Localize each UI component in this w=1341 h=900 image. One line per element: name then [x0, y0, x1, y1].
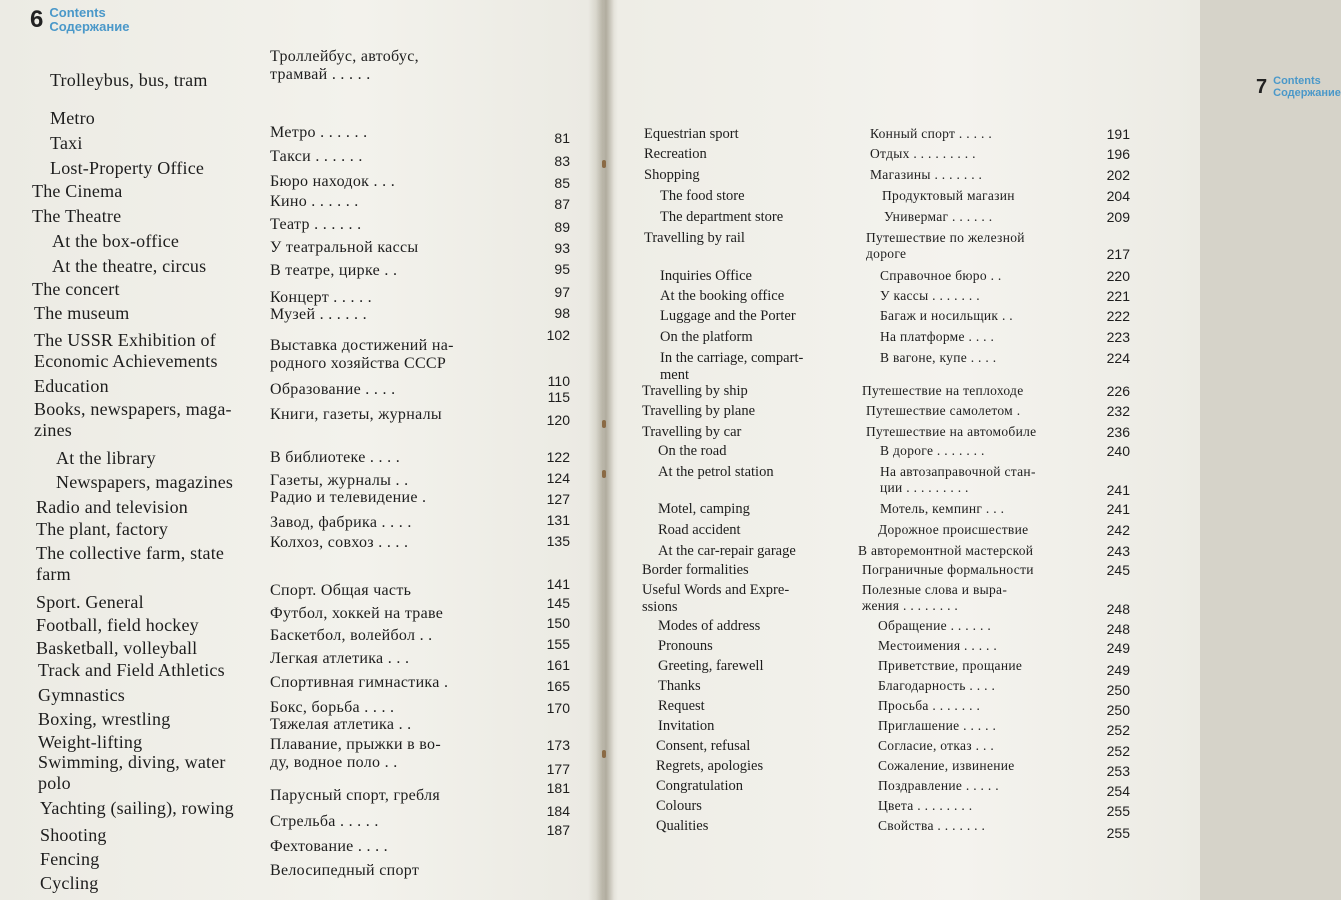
toc-page-number: 232 [1106, 403, 1130, 419]
toc-entry-russian: Путешествие на автомобиле [866, 424, 1037, 439]
toc-entry-russian: Театр . . . . . . [270, 216, 362, 233]
toc-entry-english: Road accident [658, 522, 741, 538]
toc-page-number: 196 [1106, 146, 1130, 162]
toc-entry-russian: Путешествие самолетом . [866, 403, 1021, 418]
toc-entry-english: At the theatre, circus [52, 256, 207, 276]
toc-entry-russian: Выставка достижений на- родного хозяйства СССР [270, 337, 454, 372]
toc-entry-russian: Книги, газеты, журналы [270, 406, 442, 423]
binding-stitch [602, 420, 606, 428]
toc-entry-english: Football, field hockey [36, 615, 199, 635]
toc-entry-russian: Цвета . . . . . . . . [878, 798, 973, 813]
toc-entry-english: The USSR Exhibition of Economic Achievements [34, 330, 218, 371]
toc-entry-english: Luggage and the Porter [660, 308, 796, 324]
right-page [610, 0, 1341, 900]
toc-page-number: 226 [1106, 383, 1130, 399]
toc-page-number: 150 [546, 615, 570, 631]
toc-page-number: 252 [1106, 722, 1130, 738]
toc-entry-russian: Пограничные формальности [862, 562, 1034, 577]
toc-page-number: 202 [1106, 167, 1130, 183]
toc-page-number: 173 [546, 737, 570, 753]
toc-entry-english: Consent, refusal [656, 738, 751, 754]
toc-page-number: 124 [546, 470, 570, 486]
toc-entry-russian: Легкая атлетика . . . [270, 650, 410, 667]
toc-entry-english: Newspapers, magazines [56, 472, 234, 492]
toc-entry-russian: Колхоз, совхоз . . . . [270, 534, 409, 551]
toc-page-number: 209 [1106, 209, 1130, 225]
toc-entry-russian: Плавание, прыжки в во- ду, водное поло . . [270, 736, 441, 771]
toc-entry-russian: Путешествие по железной дороге [866, 230, 1025, 261]
toc-entry-english: Qualities [656, 818, 709, 834]
toc-entry-russian: Бюро находок . . . [270, 173, 396, 190]
toc-page-number: 165 [546, 678, 570, 694]
toc-entry-english: Useful Words and Expre- ssions [642, 582, 790, 615]
toc-entry-russian: Спорт. Общая часть [270, 582, 412, 599]
toc-entry-english: On the road [658, 443, 727, 459]
binding-stitch [602, 160, 606, 168]
toc-page-number: 97 [554, 284, 570, 300]
toc-page-number: 245 [1106, 562, 1130, 578]
toc-page-number: 161 [546, 657, 570, 673]
heading-english: Contents [1273, 75, 1321, 87]
toc-entry-english: Colours [656, 798, 702, 814]
toc-entry-english: Travelling by ship [642, 383, 748, 399]
toc-entry-english: The collective farm, state farm [36, 543, 225, 584]
toc-entry-russian: В дороге . . . . . . . [880, 443, 985, 458]
toc-page-number: 177 [546, 761, 570, 777]
toc-page-number: 95 [554, 261, 570, 277]
toc-entry-english: The Cinema [32, 181, 123, 201]
toc-entry-russian: Благодарность . . . . [878, 678, 996, 693]
toc-page-number: 221 [1106, 288, 1130, 304]
toc-entry-russian: Музей . . . . . . [270, 306, 367, 323]
toc-page-number: 110 [547, 373, 570, 389]
heading-russian: Содержание [1273, 86, 1341, 99]
toc-entry-english: Motel, camping [658, 501, 750, 517]
toc-page-number: 187 [546, 822, 570, 838]
toc-entry-english: Yachting (sailing), rowing [40, 798, 234, 818]
toc-entry-russian: В библиотеке . . . . [270, 449, 401, 466]
toc-entry-russian: Отдых . . . . . . . . . [870, 146, 976, 161]
page-number: 6 [30, 6, 44, 33]
toc-entry-english: Lost-Property Office [50, 158, 205, 178]
toc-page-number: 170 [546, 700, 570, 716]
toc-page-number: 254 [1106, 783, 1130, 799]
toc-entry-english: Fencing [40, 849, 100, 869]
toc-entry-english: Track and Field Athletics [38, 660, 225, 680]
toc-entry-russian: Радио и телевидение . [270, 489, 427, 506]
toc-entry-russian: Фехтование . . . . [270, 838, 388, 855]
toc-entry-russian: Справочное бюро . . [880, 268, 1002, 283]
toc-page-number: 249 [1106, 662, 1130, 678]
toc-entry-english: At the car-repair garage [658, 543, 796, 559]
toc-page-number: 236 [1106, 424, 1130, 440]
toc-entry-english: On the platform [660, 329, 753, 345]
toc-entry-russian: Троллейбус, автобус, трамвай . . . . . [270, 48, 419, 83]
toc-entry-english: Cycling [40, 873, 99, 893]
toc-entry-russian: В вагоне, купе . . . . [880, 350, 997, 365]
toc-page-number: 220 [1106, 268, 1130, 284]
toc-entry-russian: Магазины . . . . . . . [870, 167, 983, 182]
toc-page-number: 120 [546, 412, 570, 428]
toc-entry-english: Basketball, volleyball [36, 638, 198, 658]
toc-entry-russian: Кино . . . . . . [270, 193, 359, 210]
toc-entry-russian: Тяжелая атлетика . . [270, 716, 412, 733]
toc-entry-russian: Путешествие на теплоходе [862, 383, 1024, 398]
toc-entry-russian: Завод, фабрика . . . . [270, 514, 412, 531]
toc-entry-english: The food store [660, 188, 745, 204]
toc-page-number: 252 [1106, 743, 1130, 759]
toc-page-number: 255 [1106, 825, 1130, 841]
toc-page-number: 250 [1106, 682, 1130, 698]
binding-stitch [602, 750, 606, 758]
toc-entry-russian: Приветствие, прощание [878, 658, 1023, 673]
toc-page-number: 85 [554, 175, 570, 191]
toc-entry-russian: Багаж и носильщик . . [880, 308, 1013, 323]
toc-page-number: 102 [546, 327, 570, 343]
toc-entry-english: Education [34, 376, 109, 396]
left-page [0, 0, 600, 900]
toc-page-number: 242 [1106, 522, 1130, 538]
toc-entry-russian: Парусный спорт, гребля [270, 787, 441, 804]
toc-page-number: 241 [1106, 482, 1130, 498]
toc-entry-english: Greeting, farewell [658, 658, 764, 674]
toc-page-number: 122 [546, 449, 570, 465]
heading-russian: Содержание [49, 18, 130, 34]
toc-page-number: 115 [547, 389, 570, 405]
toc-page-number: 93 [554, 240, 570, 256]
toc-entry-russian: Газеты, журналы . . [270, 472, 409, 489]
toc-entry-english: Shopping [644, 167, 700, 183]
toc-page-number: 222 [1106, 308, 1130, 324]
toc-entry-english: Border formalities [642, 562, 749, 578]
toc-page-number: 217 [1106, 246, 1130, 262]
toc-entry-english: Boxing, wrestling [38, 709, 171, 729]
toc-entry-english: The plant, factory [36, 519, 169, 539]
toc-page-number: 243 [1106, 543, 1130, 559]
toc-entry-russian: Универмаг . . . . . . [884, 209, 993, 224]
toc-entry-english: Invitation [658, 718, 715, 734]
toc-entry-english: At the box-office [52, 231, 180, 251]
toc-entry-russian: Сожаление, извинение [878, 758, 1015, 773]
toc-entry-english: At the petrol station [658, 464, 774, 480]
toc-entry-english: The concert [32, 279, 120, 299]
toc-entry-russian: В авторемонтной мастерской [858, 543, 1034, 558]
toc-entry-russian: Мотель, кемпинг . . . [880, 501, 1005, 516]
toc-page-number: 248 [1106, 601, 1130, 617]
binding-stitch [602, 470, 606, 478]
toc-entry-russian: Согласие, отказ . . . [878, 738, 994, 753]
toc-page-number: 240 [1106, 443, 1130, 459]
toc-entry-english: Regrets, apologies [656, 758, 764, 774]
toc-entry-english: Weight-lifting [38, 732, 143, 752]
toc-entry-russian: Баскетбол, волейбол . . [270, 627, 433, 644]
toc-entry-english: Congratulation [656, 778, 743, 794]
toc-page-number: 224 [1106, 350, 1130, 366]
toc-entry-english: Pronouns [658, 638, 713, 654]
toc-entry-russian: Приглашение . . . . . [878, 718, 997, 733]
toc-entry-english: Metro [50, 108, 95, 128]
toc-entry-russian: Стрельба . . . . . [270, 813, 379, 830]
toc-entry-russian: Спортивная гимнастика . [270, 674, 449, 691]
toc-entry-russian: Конный спорт . . . . . [870, 126, 992, 141]
toc-page-number: 248 [1106, 621, 1130, 637]
toc-page-number: 83 [554, 153, 570, 169]
toc-entry-english: At the library [56, 448, 156, 468]
toc-page-number: 81 [554, 130, 570, 146]
toc-entry-russian: У кассы . . . . . . . [880, 288, 980, 303]
toc-entry-russian: Поздравление . . . . . [878, 778, 999, 793]
toc-entry-english: Travelling by rail [644, 230, 745, 246]
toc-page-number: 253 [1106, 763, 1130, 779]
toc-entry-russian: Просьба . . . . . . . [878, 698, 981, 713]
toc-entry-english: Books, newspapers, maga- zines [34, 399, 232, 440]
toc-entry-english: Travelling by plane [642, 403, 756, 419]
toc-entry-english: The museum [34, 303, 130, 323]
toc-entry-russian: Местоимения . . . . . [878, 638, 998, 653]
toc-page-number: 87 [554, 196, 570, 212]
toc-page-number: 141 [546, 576, 570, 592]
toc-page-number: 250 [1106, 702, 1130, 718]
toc-entry-russian: Образование . . . . [270, 381, 396, 398]
toc-entry-english: Sport. General [36, 592, 144, 612]
toc-entry-english: Shooting [40, 825, 107, 845]
toc-entry-russian: Полезные слова и выра- жения . . . . . . . . [862, 582, 1008, 613]
toc-entry-english: Request [658, 698, 705, 714]
toc-entry-english: At the booking office [660, 288, 785, 304]
toc-page-number: 255 [1106, 803, 1130, 819]
toc-entry-russian: Велосипедный спорт [270, 862, 420, 879]
toc-page-number: 204 [1106, 188, 1130, 204]
toc-entry-russian: Бокс, борьба . . . . [270, 699, 395, 716]
toc-entry-russian: У театральной кассы [270, 239, 419, 256]
toc-entry-russian: На платформе . . . . [880, 329, 995, 344]
toc-entry-english: Travelling by car [642, 424, 742, 440]
toc-entry-russian: Такси . . . . . . [270, 148, 363, 165]
toc-page-number: 131 [546, 512, 570, 528]
toc-entry-russian: Метро . . . . . . [270, 124, 368, 141]
toc-page-number: 181 [546, 780, 570, 796]
page-number: 7 [1256, 76, 1268, 98]
toc-page-number: 241 [1106, 501, 1130, 517]
toc-entry-english: Gymnastics [38, 685, 125, 705]
toc-page-number: 89 [554, 219, 570, 235]
toc-page-number: 191 [1106, 126, 1130, 142]
toc-page-number: 127 [546, 491, 570, 507]
toc-page-number: 98 [554, 305, 570, 321]
toc-page-number: 155 [546, 636, 570, 652]
heading-english: Contents [49, 5, 106, 20]
page-header [30, 6, 129, 34]
toc-entry-english: Equestrian sport [644, 126, 739, 142]
toc-page-number: 184 [546, 803, 570, 819]
toc-entry-english: Trolleybus, bus, tram [50, 70, 208, 90]
toc-page-number: 223 [1106, 329, 1130, 345]
toc-entry-russian: В театре, цирке . . [270, 262, 398, 279]
toc-entry-russian: На автозаправочной стан- ции . . . . . . . . . [880, 464, 1036, 495]
toc-entry-russian: Дорожное происшествие [878, 522, 1029, 537]
toc-page-number: 135 [546, 533, 570, 549]
toc-entry-russian: Концерт . . . . . [270, 289, 372, 306]
toc-entry-english: In the carriage, compart- ment [660, 350, 804, 383]
toc-entry-english: The Theatre [32, 206, 122, 226]
toc-entry-english: Thanks [658, 678, 701, 694]
toc-entry-english: Modes of address [658, 618, 761, 634]
toc-entry-russian: Обращение . . . . . . [878, 618, 991, 633]
toc-entry-english: Inquiries Office [660, 268, 752, 284]
toc-entry-english: Taxi [50, 133, 83, 153]
toc-entry-english: Radio and television [36, 497, 188, 517]
toc-entry-russian: Футбол, хоккей на траве [270, 605, 444, 622]
toc-entry-english: Swimming, diving, water polo [38, 752, 226, 793]
toc-entry-english: The department store [660, 209, 784, 225]
toc-page-number: 145 [546, 595, 570, 611]
toc-page-number: 249 [1106, 640, 1130, 656]
toc-entry-russian: Продуктовый магазин [882, 188, 1015, 203]
page-header [1256, 76, 1341, 99]
toc-entry-russian: Свойства . . . . . . . [878, 818, 986, 833]
toc-entry-english: Recreation [644, 146, 707, 162]
